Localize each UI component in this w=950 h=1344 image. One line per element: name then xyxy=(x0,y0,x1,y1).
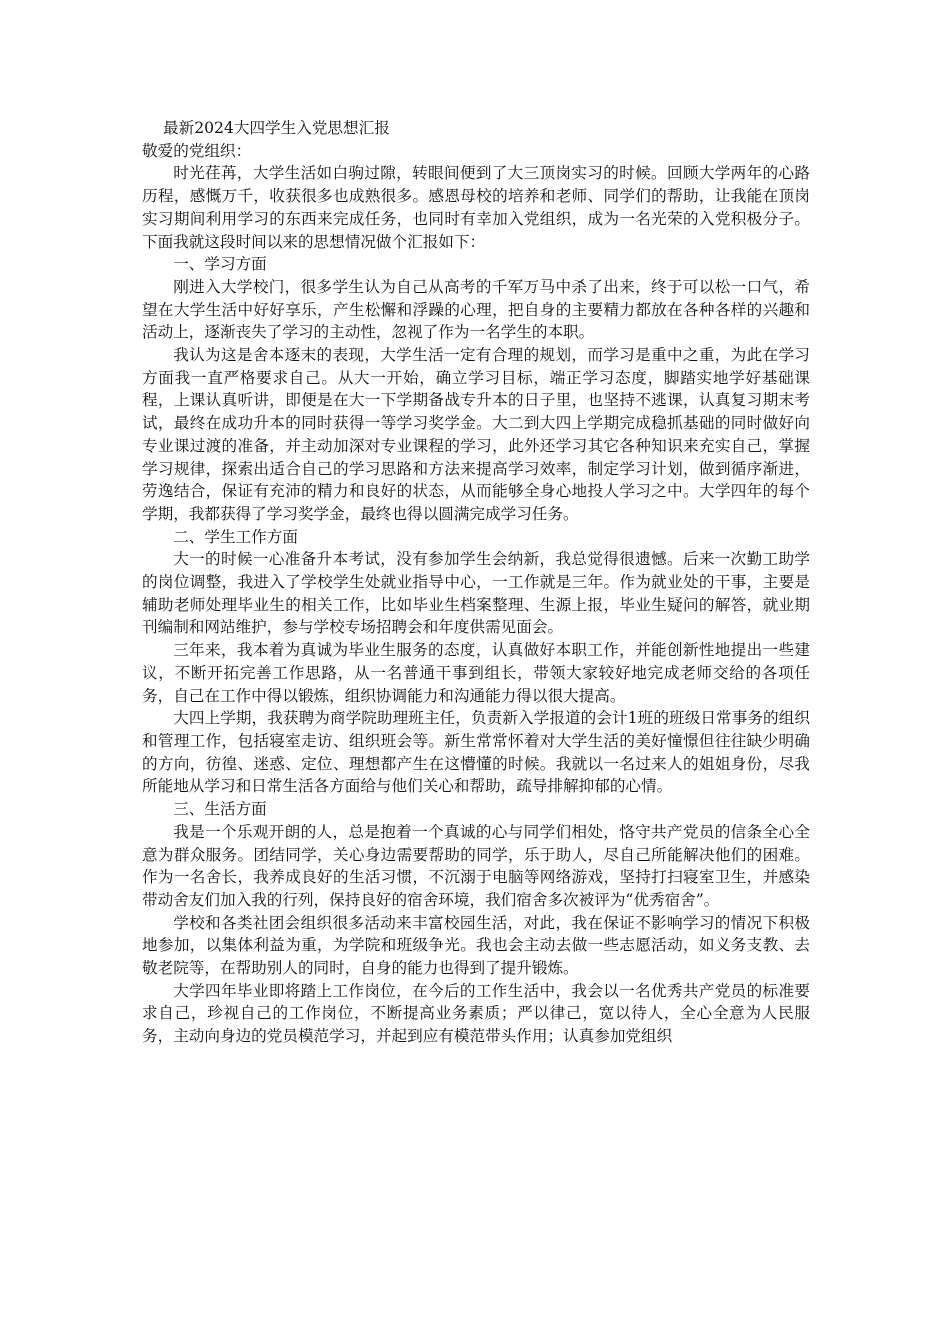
salutation: 敬爱的党组织： xyxy=(142,141,252,160)
section-student-work xyxy=(142,526,810,798)
paragraph: 三年来，我本着为真诚为毕业生服务的态度，认真做好本职工作，并能创新性地提出一些建议，不断开拓完善工作思路，从一名普通干事到组长，带领大家较好地完成老师交给的各项任务，自己在工作中得以锻炼，组织协调能力和沟通能力得以很大提高。 xyxy=(142,641,810,705)
paragraph: 刚进入大学校门，很多学生认为自己从高考的千军万马中杀了出来，终于可以松一口气，希望在大学生活中好好享乐，产生松懈和浮躁的心理，把自身的主要精力都放在各种各样的兴趣和活动上，逐渐丧失了学习的主动性，忽视了作为一名学生的本职。 xyxy=(142,277,810,342)
paragraph: 我认为这是舍本逐末的表现，大学生活一定有合理的规划，而学习是重中之重，为此在学习方面我一直严格要求自己。从大一开始，确立学习目标，端正学习态度，脚踏实地学好基础课程，上课认真听讲，即便是在大一下学期备战专升本的日子里，也坚持不逃课，认真复习期末考试，最终在成功升本的同时获得一等学习奖学金。大二到大四上学期完成稳抓基础的同时做好向专业课过渡的准备，并主动加深对专业课程的学习，此外还学习其它各种知识来充实自己，掌握学习规律，探索出适合自己的学习思路和方法来提高学习效率，制定学习计划，做到循序渐进，劳逸结合，保证有充沛的精力和良好的状态，从而能够全身心地投人学习之中。大学四年的每个学期，我都获得了学习奖学金，最终也得以圆满完成学习任务。 xyxy=(142,346,810,523)
paragraph: 大一的时候一心准备升本考试，没有参加学生会纳新，我总觉得很遗憾。后来一次勤工助学的岗位调整，我进入了学校学生处就业指导中心，一工作就是三年。作为就业处的干事，主要是辅助老师处理毕业生的相关工作，比如毕业生档案整理、生源上报，毕业生疑问的解答，就业期刊编制和网站维护，参与学校专场招聘会和年度供需见面会。 xyxy=(142,550,810,637)
paragraph: 学校和各类社团会组织很多活动来丰富校园生活，对此，我在保证不影响学习的情况下积极地参加，以集体利益为重，为学院和班级争光。我也会主动去做一些志愿活动，如义务支教、去敬老院等，在帮助别人的同时，自身的能力也得到了提升锻炼。 xyxy=(142,913,810,978)
document-body xyxy=(142,117,810,1048)
section-heading: 三、生活方面 xyxy=(173,800,267,819)
section-heading: 一、学习方面 xyxy=(173,255,267,274)
paragraph: 大四上学期，我获聘为商学院助理班主任，负责新入学报道的会计1班的班级日常事务的组织和管理工作，包括寝室走访、组织班会等。新生常常怀着对大学生活的美好憧憬但往往缺少明确的方向，彷徨、迷惑、定位、理想都产生在这懵懂的时候。我就以一名过来人的姐姐身份，尽我所能地从学习和日常生活各方面给与他们关心和帮助，疏导排解抑郁的心情。 xyxy=(142,709,810,796)
intro-paragraph: 时光荏苒，大学生活如白驹过隙，转眼间便到了大三顶岗实习的时候。回顾大学两年的心路历程，感慨万千，收获很多也成熟很多。感恩母校的培养和老师、同学们的帮助，让我能在顶岗实习期间利用学习的东西来完成任务，也同时有幸加入党组织，成为一名光荣的入党积极分子。下面我就这段时间以来的思想情况做个汇报如下： xyxy=(142,164,810,251)
paragraph: 我是一个乐观开朗的人，总是抱着一个真诚的心与同学们相处，恪守共产党员的信条全心全意为群众服务。团结同学，关心身边需要帮助的同学，乐于助人，尽自己所能解决他们的困难。作为一名舍长，我养成良好的生活习惯，不沉溺于电脑等网络游戏，坚持打扫寝室卫生，并感染带动舍友们加入我的行列，保持良好的宿舍环境，我们宿舍多次被评为“优秀宿舍”。 xyxy=(142,822,810,909)
document-title: 最新2024大四学生入党思想汇报 xyxy=(163,119,390,137)
section-heading: 二、学生工作方面 xyxy=(173,527,298,546)
section-study xyxy=(142,253,810,525)
section-life xyxy=(142,798,810,1048)
paragraph: 大学四年毕业即将踏上工作岗位，在今后的工作生活中，我会以一名优秀共产党员的标准要求自己，珍视自己的工作岗位，不断提高业务素质；严以律己，宽以待人，全心全意为人民服务，主动向身边的党员模范学习，并起到应有模范带头作用；认真参加党组织 xyxy=(142,981,810,1046)
